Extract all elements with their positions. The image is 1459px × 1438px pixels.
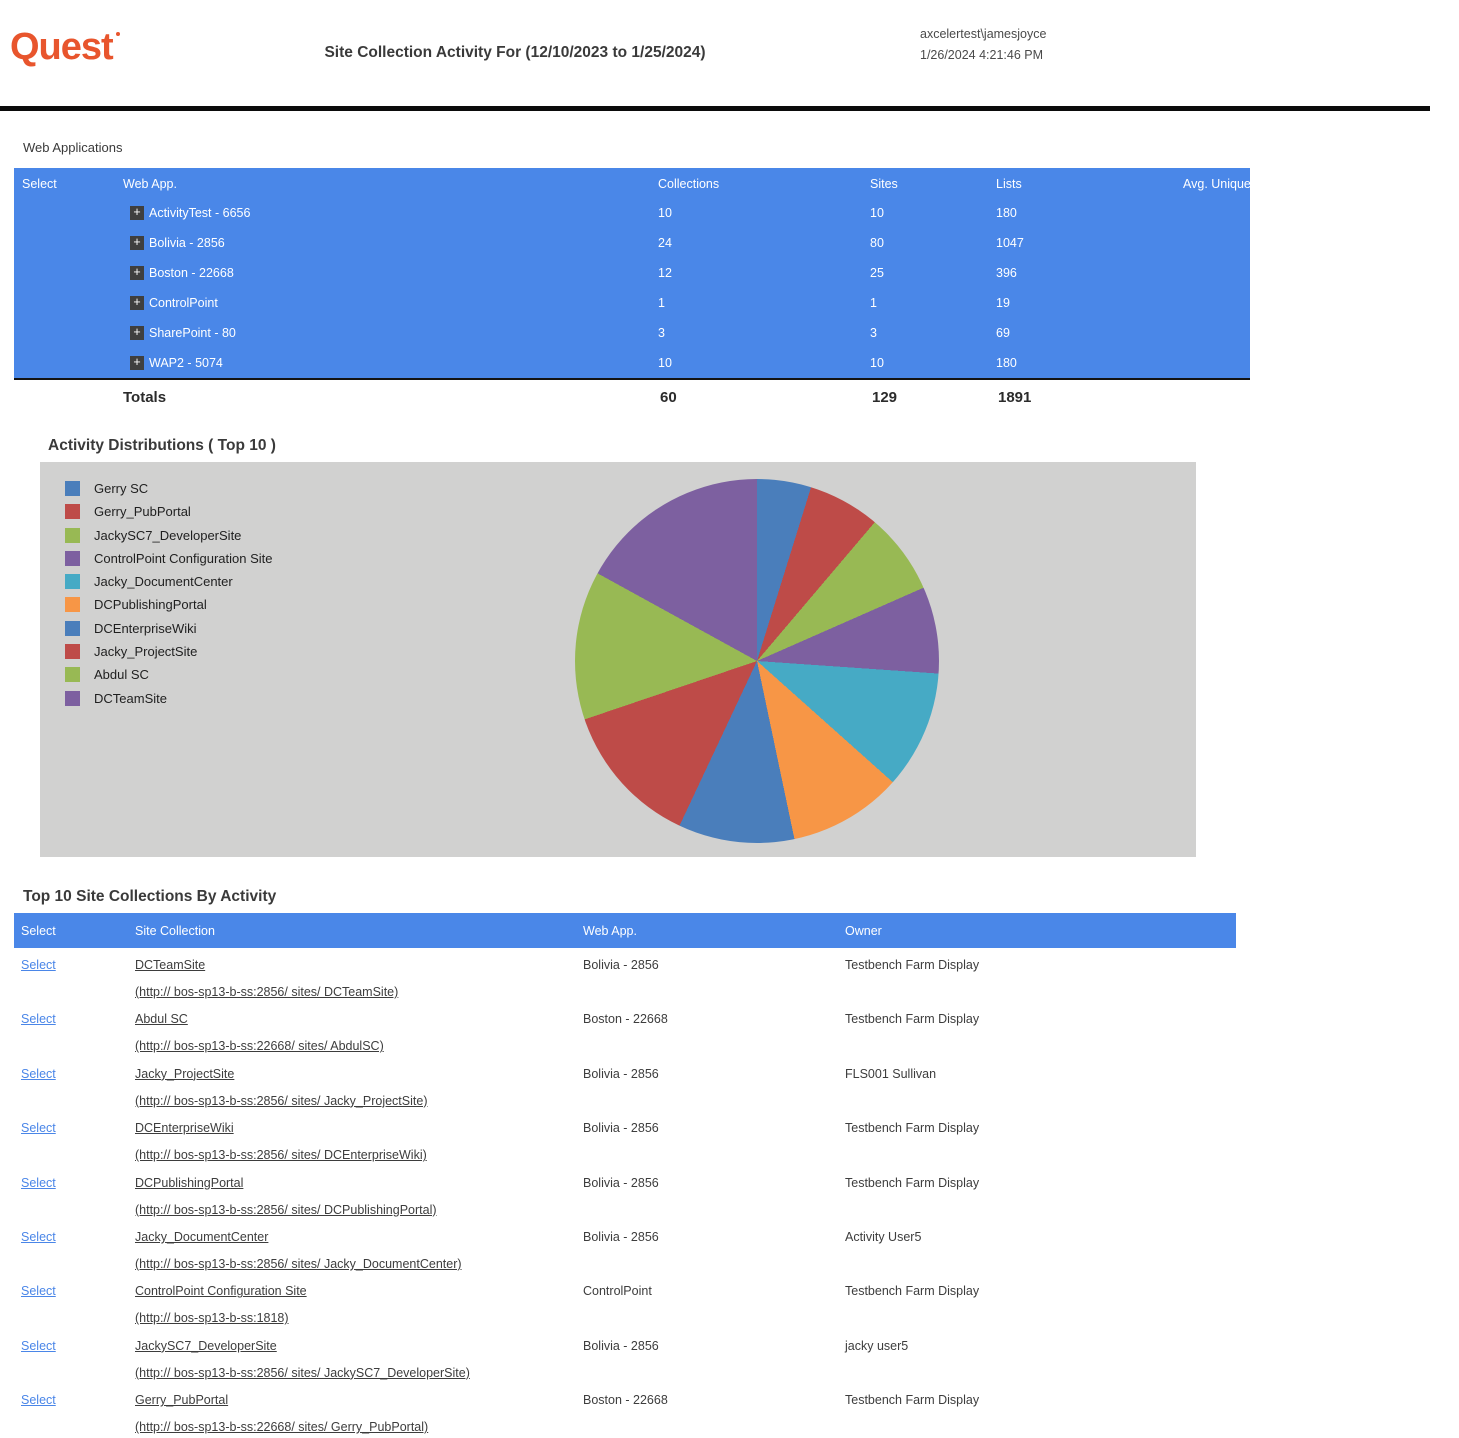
site-collection-link[interactable]: Gerry_PubPortal	[135, 1393, 229, 1408]
expand-plus-icon[interactable]: +	[130, 326, 144, 340]
totals-lists: 1891	[998, 389, 1032, 406]
header-divider	[0, 106, 1430, 111]
site-collection-url-link[interactable]: (http:// bos-sp13-b-ss:1818)	[135, 1311, 289, 1326]
lists-value: 396	[996, 266, 1017, 280]
report-timestamp: 1/26/2024 4:21:46 PM	[920, 48, 1044, 62]
select-link[interactable]: Select	[21, 1284, 56, 1299]
web-app-value: Boston - 22668	[583, 1012, 668, 1027]
collections-value: 24	[658, 236, 672, 250]
owner-value: Testbench Farm Display	[845, 1121, 980, 1136]
chart-legend	[65, 480, 273, 713]
select-link[interactable]: Select	[21, 958, 56, 972]
lists-value: 1047	[996, 236, 1024, 250]
legend-item	[65, 690, 273, 713]
web-app-value: ControlPoint	[583, 1284, 652, 1299]
table-row	[14, 1057, 1236, 1111]
column-header-site-collection: Site Collection	[135, 924, 215, 938]
lists-value: 180	[996, 206, 1017, 220]
legend-swatch	[65, 528, 80, 543]
expand-plus-icon[interactable]: +	[130, 356, 144, 370]
top10-rows	[14, 948, 1236, 1438]
table-row	[14, 348, 1250, 378]
legend-label: Abdul SC	[94, 667, 149, 683]
site-collection-link[interactable]: Jacky_DocumentCenter	[135, 1229, 269, 1244]
legend-label: DCPublishingPortal	[94, 597, 207, 613]
lists-value: 180	[996, 356, 1017, 370]
table-row	[14, 1274, 1236, 1328]
totals-label: Totals	[123, 389, 167, 406]
legend-item	[65, 550, 273, 573]
collections-value: 1	[658, 296, 665, 310]
legend-item	[65, 573, 273, 596]
sites-value: 10	[870, 356, 884, 370]
user-info	[920, 24, 1046, 66]
select-link[interactable]: Select	[21, 1229, 56, 1244]
page-title: Site Collection Activity For (12/10/2023 to 1/25/2024)	[324, 44, 706, 61]
collections-value: 10	[658, 356, 672, 370]
legend-swatch	[65, 481, 80, 496]
table-row	[14, 288, 1250, 318]
site-collection-url-link[interactable]: (http:// bos-sp13-b-ss:2856/ sites/ DCPublishingPortal)	[135, 1202, 437, 1217]
legend-label: Jacky_ProjectSite	[94, 644, 198, 660]
collections-value: 3	[658, 326, 665, 340]
web-app-value: Boston - 22668	[583, 1393, 668, 1408]
chart-title: Activity Distributions ( Top 10 )	[48, 437, 276, 454]
legend-item	[65, 503, 273, 526]
column-header-web-app: Web App.	[583, 924, 637, 938]
owner-value: Testbench Farm Display	[845, 1393, 980, 1408]
lists-value: 19	[996, 296, 1010, 310]
top10-header-row	[14, 913, 1236, 948]
column-header-sites: Sites	[870, 177, 898, 191]
site-collection-link[interactable]: DCPublishingPortal	[135, 1175, 244, 1190]
legend-swatch	[65, 551, 80, 566]
legend-label: Gerry SC	[94, 481, 149, 496]
select-link[interactable]: Select	[21, 1338, 56, 1353]
site-collection-url-link[interactable]: (http:// bos-sp13-b-ss:2856/ sites/ JackySC7_DeveloperSite)	[135, 1365, 470, 1380]
owner-value: Testbench Farm Display	[845, 1284, 980, 1299]
web-app-value: Bolivia - 2856	[583, 1175, 659, 1190]
column-header-lists: Lists	[996, 177, 1022, 191]
web-app-value: Bolivia - 2856	[583, 1338, 659, 1353]
legend-label: Gerry_PubPortal	[94, 504, 191, 520]
web-app-value: Bolivia - 2856	[583, 1121, 659, 1136]
table-row	[14, 318, 1250, 348]
legend-item	[65, 596, 273, 619]
table-row	[14, 1166, 1236, 1220]
activity-chart	[40, 462, 1196, 857]
activity-pie	[575, 479, 939, 843]
web-app-name: ControlPoint	[149, 296, 218, 310]
table-row	[14, 948, 1236, 1002]
expand-plus-icon[interactable]: +	[130, 266, 144, 280]
table-row	[14, 228, 1250, 258]
table-row	[14, 1383, 1236, 1437]
table-row	[14, 198, 1250, 228]
legend-label: JackySC7_DeveloperSite	[94, 527, 242, 543]
owner-value: Testbench Farm Display	[845, 1012, 980, 1027]
lists-value: 69	[996, 326, 1010, 340]
top10-title: Top 10 Site Collections By Activity	[23, 888, 277, 905]
select-link[interactable]: Select	[21, 1066, 56, 1081]
legend-label: Jacky_DocumentCenter	[94, 574, 233, 590]
logo-trademark-icon	[116, 32, 120, 36]
legend-item	[65, 480, 273, 503]
web-app-name: Boston - 22668	[149, 266, 234, 280]
column-header-select: Select	[21, 924, 56, 938]
legend-swatch	[65, 504, 80, 519]
legend-item	[65, 666, 273, 689]
column-header-collections: Collections	[658, 177, 720, 191]
legend-swatch	[65, 691, 80, 706]
web-app-name: WAP2 - 5074	[149, 356, 223, 370]
legend-label: ControlPoint Configuration Site	[94, 550, 273, 566]
legend-label: DCEnterpriseWiki	[94, 620, 197, 636]
legend-swatch	[65, 621, 80, 636]
table-row	[14, 1220, 1236, 1274]
web-app-name: SharePoint - 80	[149, 326, 236, 340]
legend-item	[65, 620, 273, 643]
table-row	[14, 258, 1250, 288]
column-header-web-app: Web App.	[123, 177, 177, 191]
web-app-name: Bolivia - 2856	[149, 236, 225, 250]
owner-value: FLS001 Sullivan	[845, 1066, 937, 1081]
owner-value: jacky user5	[845, 1338, 909, 1353]
web-app-value: Bolivia - 2856	[583, 1229, 659, 1244]
collections-value: 10	[658, 206, 672, 220]
collections-value: 12	[658, 266, 672, 280]
select-link[interactable]: Select	[21, 1393, 56, 1408]
site-collection-url-link[interactable]: (http:// bos-sp13-b-ss:2856/ sites/ Jacky_ProjectSite)	[135, 1093, 428, 1108]
column-header-avg-unique: Avg. Unique	[1183, 177, 1251, 191]
table-row	[14, 1111, 1236, 1165]
table-row	[14, 1002, 1236, 1056]
sites-value: 3	[870, 326, 877, 340]
legend-item	[65, 527, 273, 550]
web-app-value: Bolivia - 2856	[583, 1066, 659, 1081]
select-link[interactable]: Select	[21, 1175, 56, 1190]
owner-value: Activity User5	[845, 1229, 922, 1244]
totals-collections: 60	[660, 389, 677, 406]
select-link[interactable]: Select	[21, 1012, 56, 1027]
expand-plus-icon[interactable]: +	[130, 206, 144, 220]
site-collection-url-link[interactable]: (http:// bos-sp13-b-ss:2856/ sites/ DCEnterpriseWiki)	[135, 1148, 427, 1163]
site-collection-link[interactable]: DCEnterpriseWiki	[135, 1121, 234, 1136]
web-applications-label: Web Applications	[23, 140, 123, 155]
site-collection-link[interactable]: Abdul SC	[135, 1012, 188, 1027]
legend-swatch	[65, 597, 80, 612]
legend-label: DCTeamSite	[94, 690, 167, 706]
legend-item	[65, 643, 273, 666]
site-collection-link[interactable]: Jacky_ProjectSite	[135, 1066, 235, 1081]
sites-value: 1	[870, 296, 877, 310]
site-collection-url-link[interactable]: (http:// bos-sp13-b-ss:2856/ sites/ Jacky_DocumentCenter)	[135, 1256, 462, 1271]
totals-row	[14, 380, 1250, 418]
username: axcelertest\jamesjoyce	[920, 27, 1047, 41]
expand-plus-icon[interactable]: +	[130, 236, 144, 250]
legend-swatch	[65, 574, 80, 589]
expand-plus-icon[interactable]: +	[130, 296, 144, 310]
web-app-value: Bolivia - 2856	[583, 958, 659, 972]
owner-value: Testbench Farm Display	[845, 1175, 980, 1190]
table-row	[14, 1329, 1236, 1383]
sites-value: 80	[870, 236, 884, 250]
legend-swatch	[65, 644, 80, 659]
site-collection-url-link[interactable]: (http:// bos-sp13-b-ss:22668/ sites/ Gerry_PubPortal)	[135, 1420, 429, 1435]
select-link[interactable]: Select	[21, 1121, 56, 1136]
column-header-select: Select	[22, 177, 57, 191]
web-app-name: ActivityTest - 6656	[149, 206, 251, 220]
site-collection-url-link[interactable]: (http:// bos-sp13-b-ss:2856/ sites/ DCTeamSite)	[135, 985, 399, 999]
owner-value: Testbench Farm Display	[845, 958, 980, 972]
web-apps-header-row	[14, 168, 1250, 198]
web-applications-table	[14, 168, 1250, 418]
sites-value: 10	[870, 206, 884, 220]
totals-sites: 129	[872, 389, 898, 406]
site-collection-link[interactable]: ControlPoint Configuration Site	[135, 1284, 307, 1299]
quest-logo-text: Quest	[10, 26, 113, 68]
column-header-owner: Owner	[845, 924, 882, 938]
site-collection-link[interactable]: DCTeamSite	[135, 958, 206, 972]
sites-value: 25	[870, 266, 884, 280]
site-collection-link[interactable]: JackySC7_DeveloperSite	[135, 1338, 277, 1353]
site-collection-url-link[interactable]: (http:// bos-sp13-b-ss:22668/ sites/ AbdulSC)	[135, 1039, 384, 1054]
legend-swatch	[65, 667, 80, 682]
